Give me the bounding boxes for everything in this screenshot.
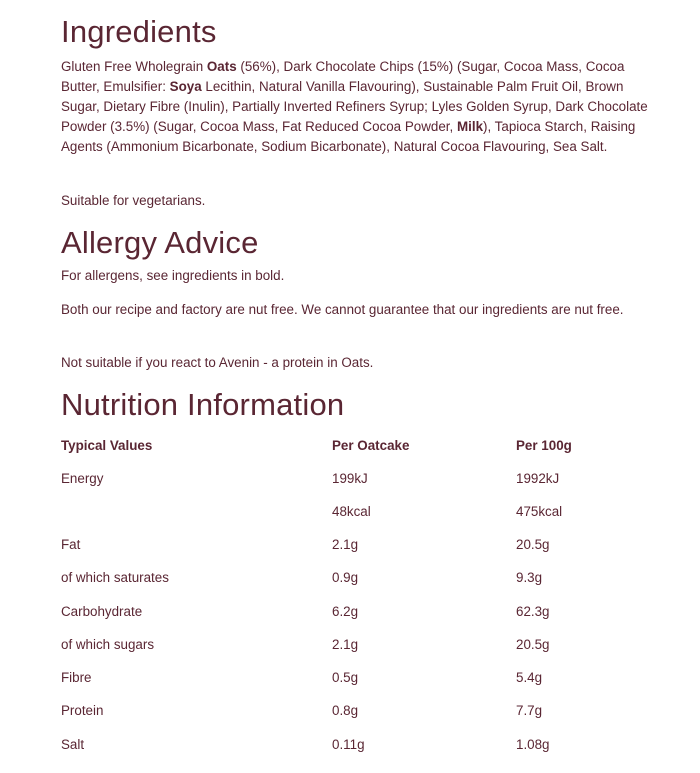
per-100g-value: 1992kJ [516,471,560,486]
per-100g-value: 5.4g [516,670,543,685]
table-row [61,701,661,721]
nutrient-name: Protein [61,703,104,718]
column-header-typical-values: Typical Values [61,438,153,453]
nutrient-name: Fibre [61,670,92,685]
ingredients-part: Gluten Free Wholegrain [61,59,207,74]
nutrient-name: Carbohydrate [61,604,143,619]
per-oatcake-value: 0.9g [332,570,359,585]
column-header-per-oatcake: Per Oatcake [332,438,410,453]
per-100g-value: 62.3g [516,604,550,619]
allergy-heading: Allergy Advice [61,225,259,260]
per-oatcake-value: 2.1g [332,537,359,552]
allergen-soya: Soya [169,79,202,94]
table-row [61,602,661,622]
table-row [61,535,661,555]
per-100g-value: 475kcal [516,504,563,519]
nut-free-note: Both our recipe and factory are nut free. We cannot guarantee that our ingredients are nut free. [61,302,624,317]
ingredients-part: ), Tapioca Starch, Raising Agents (Ammonium Bicarbonate, Sodium Bicarbonate), Natural Cocoa Flavouring, Sea Salt. [61,119,636,154]
per-oatcake-value: 2.1g [332,637,359,652]
nutrient-name: Energy [61,471,104,486]
per-100g-value: 20.5g [516,637,550,652]
per-oatcake-value: 48kcal [332,504,371,519]
per-100g-value: 7.7g [516,703,543,718]
nutrient-name: of which saturates [61,570,169,585]
allergen-milk: Milk [456,119,484,134]
per-oatcake-value: 0.11g [332,737,365,752]
ingredients-part: Lecithin, Natural Vanilla Flavouring), Sustainable Palm Fruit Oil, Brown Sugar, Dietary Fibre (Inulin), Partially Inverted Refiners Syrup; Lyles Golden Syrup, Dark Chocolate Powder (3.5%) (Sugar, Cocoa Mass, Fat Reduced Cocoa Powder, [61,79,648,134]
table-row [61,735,661,755]
ingredients-part: (56%), Dark Chocolate Chips (15%) (Sugar, Cocoa Mass, Cocoa Butter, Emulsifier: [61,59,625,94]
per-100g-value: 20.5g [516,537,550,552]
allergens-note: For allergens, see ingredients in bold. [61,268,285,283]
nutrient-name: Fat [61,537,81,552]
ingredients-heading: Ingredients [61,14,217,49]
ingredients-text [61,57,661,157]
allergen-oats: Oats [206,59,237,74]
per-oatcake-value: 6.2g [332,604,359,619]
vegetarian-note: Suitable for vegetarians. [61,193,206,208]
nutrient-name: Salt [61,737,85,752]
nutrition-header-row [61,436,661,456]
table-row [61,635,661,655]
per-oatcake-value: 0.5g [332,670,359,685]
nutrition-heading: Nutrition Information [61,387,345,422]
column-header-per-100g: Per 100g [516,438,572,453]
per-oatcake-value: 199kJ [332,471,368,486]
table-row [61,469,661,489]
per-oatcake-value: 0.8g [332,703,359,718]
per-100g-value: 9.3g [516,570,543,585]
table-row [61,668,661,688]
per-100g-value: 1.08g [516,737,550,752]
table-row [61,568,661,588]
nutrient-name: of which sugars [61,637,155,652]
avenin-note: Not suitable if you react to Avenin - a protein in Oats. [61,355,374,370]
table-row [61,502,661,522]
